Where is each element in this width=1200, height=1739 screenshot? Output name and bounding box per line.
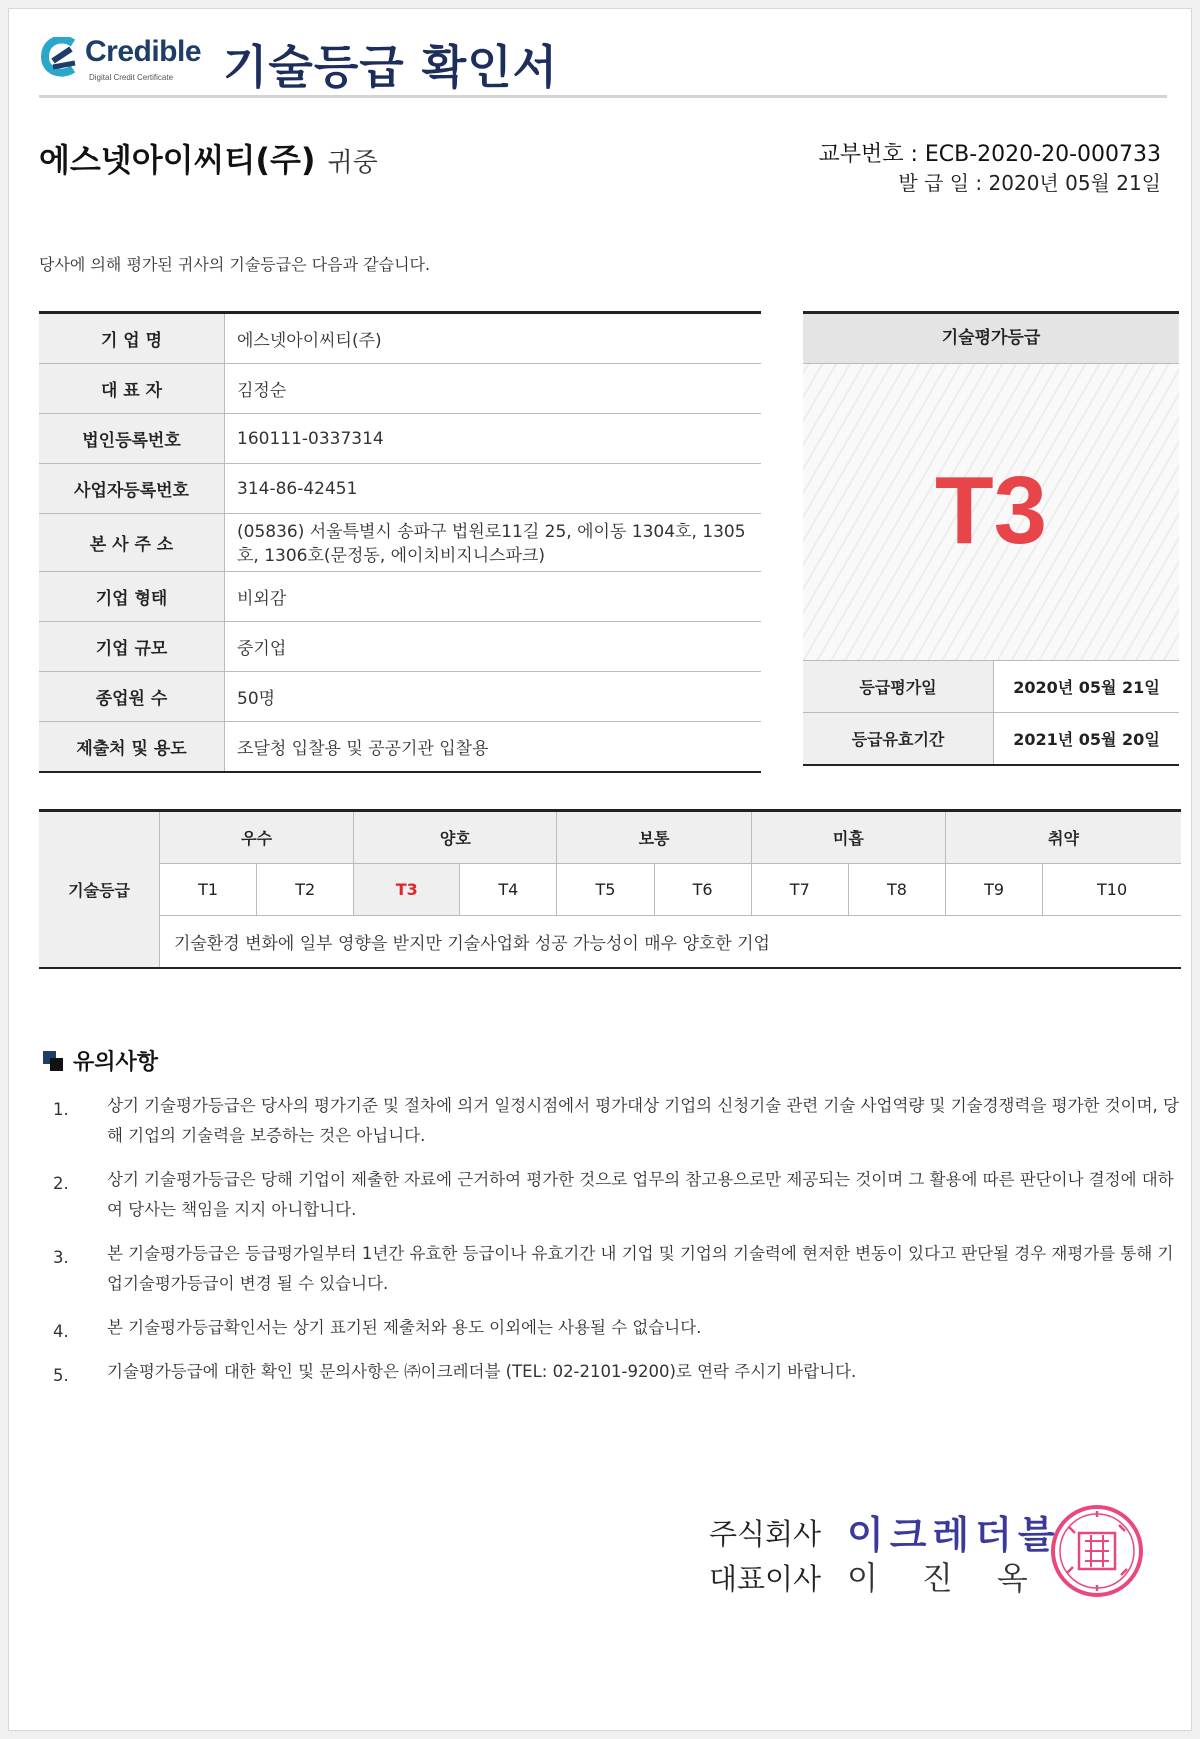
credible-logo [41, 33, 231, 93]
info-value: 160111-0337314 [225, 414, 762, 464]
scale-grade: T1 [160, 864, 257, 916]
note-number: 1. [53, 1100, 69, 1119]
scale-grade: T3 [354, 864, 460, 916]
info-value: 50명 [225, 672, 762, 722]
info-label: 법인등록번호 [39, 414, 225, 464]
info-value: 조달청 입찰용 및 공공기관 입찰용 [237, 739, 489, 759]
scale-category: 미흡 [751, 811, 945, 864]
scale-grade: T5 [557, 864, 654, 916]
note-item [51, 1165, 1179, 1225]
grade-date-row [803, 713, 1179, 765]
notes-heading [43, 1045, 158, 1076]
eval-date-value: 2020년 05월 21일 [994, 661, 1180, 713]
info-value: 비외감 [225, 572, 762, 622]
square-bullet-icon [43, 1051, 63, 1071]
note-number: 2. [53, 1174, 69, 1193]
info-row [39, 514, 761, 572]
note-number: 3. [53, 1248, 69, 1267]
info-row [39, 672, 761, 722]
info-label: 종업원 수 [39, 672, 225, 722]
grade-scale-table [39, 809, 1181, 969]
company-seal-stamp [1049, 1503, 1145, 1599]
issue-date: 발 급 일 : 2020년 05월 21일 [898, 171, 1161, 195]
info-value: 에스넷아이씨티(주) [225, 313, 762, 364]
signature-company-name: 이크레더블 [847, 1513, 1061, 1557]
company-info-table [39, 311, 761, 773]
info-row [39, 622, 761, 672]
info-row [39, 464, 761, 514]
issue-number: 교부번호 : ECB-2020-20-000733 [818, 142, 1161, 167]
info-label: 기 업 명 [39, 313, 225, 364]
note-number: 4. [53, 1322, 69, 1341]
scale-category: 양호 [354, 811, 557, 864]
info-row [39, 313, 761, 364]
scale-category: 취약 [945, 811, 1181, 864]
info-row [39, 572, 761, 622]
header-divider [39, 95, 1167, 98]
scale-category: 우수 [160, 811, 354, 864]
intro-text: 당사에 의해 평가된 귀사의 기술등급은 다음과 같습니다. [39, 255, 431, 274]
note-item [51, 1313, 1179, 1343]
note-text: 본 기술평가등급확인서는 상기 표기된 제출처와 용도 이외에는 사용될 수 없습니다. [107, 1318, 702, 1337]
scale-category-row [39, 811, 1181, 864]
recipient-honorific: 귀중 [327, 148, 378, 178]
signature-ceo-name: 이진옥 [847, 1559, 1072, 1597]
valid-until-value: 2021년 05월 20일 [1013, 730, 1160, 749]
info-value: 314-86-42451 [225, 464, 762, 514]
grade-date-row [803, 661, 1179, 713]
grade-description: 기술환경 변화에 일부 영향을 받지만 기술사업화 성공 가능성이 매우 양호한 기업 [174, 934, 770, 954]
note-item [51, 1239, 1179, 1299]
info-label: 제출처 및 용도 [39, 722, 225, 773]
recipient-company [39, 135, 378, 181]
note-text: 기술평가등급에 대한 확인 및 문의사항은 ㈜이크레더블 (TEL: 02-2101-9200)로 연락 주시기 바랍니다. [107, 1362, 857, 1381]
grade-box [803, 311, 1179, 766]
info-row [39, 722, 761, 773]
info-row [39, 414, 761, 464]
notes-list [51, 1091, 1179, 1401]
signature-company-label: 주식회사 [709, 1517, 822, 1551]
info-value: 중기업 [225, 622, 762, 672]
info-value: (05836) 서울특별시 송파구 법원로11길 25, 에이동 1304호, 1305호, 1306호(문정동, 에이치비지니스파크) [225, 514, 762, 572]
recipient-company-name: 에스넷아이씨티(주) [39, 141, 316, 179]
info-label: 기업 규모 [39, 622, 225, 672]
note-item [51, 1091, 1179, 1151]
scale-grade: T7 [751, 864, 848, 916]
scale-grade: T2 [257, 864, 354, 916]
document-title: 기술등급 확인서 [223, 40, 559, 94]
scale-grade-row [39, 864, 1181, 916]
scale-grade: T4 [460, 864, 557, 916]
scale-grade: T8 [848, 864, 945, 916]
note-text: 상기 기술평가등급은 당해 기업이 제출한 자료에 근거하여 평가한 것으로 업무의 참고용으로만 제공되는 것이며 그 활용에 따른 판단이나 결정에 대하여 당사는 책임을 지지 아니합니다. [107, 1170, 1174, 1219]
info-label: 사업자등록번호 [39, 464, 225, 514]
scale-label: 기술등급 [39, 811, 160, 969]
note-item [51, 1357, 1179, 1387]
info-row [39, 364, 761, 414]
certificate-page [8, 8, 1192, 1731]
scale-grade: T6 [654, 864, 751, 916]
grade-dates-table [803, 661, 1179, 764]
note-text: 상기 기술평가등급은 당사의 평가기준 및 절차에 의거 일정시점에서 평가대상 기업의 신청기술 관련 기술 사업역량 및 기술경쟁력을 평가한 것이며, 당해 기업의 기술력을 보증하는 것은 아닙니다. [107, 1096, 1179, 1145]
brand-tagline: Digital Credit Certificate [89, 73, 174, 82]
note-text: 본 기술평가등급은 등급평가일부터 1년간 유효한 등급이나 유효기간 내 기업 및 기업의 기술력에 현저한 변동이 있다고 판단될 경우 재평가를 통해 기업기술평가등급이 변경 될 수 있습니다. [107, 1244, 1174, 1293]
info-value: 김정순 [225, 364, 762, 414]
scale-description-row [39, 916, 1181, 969]
scale-grade: T10 [1043, 864, 1181, 916]
info-label: 본 사 주 소 [39, 514, 225, 572]
signature-ceo-label: 대표이사 [709, 1562, 822, 1596]
grade-display [803, 364, 1179, 661]
scale-category: 보통 [557, 811, 751, 864]
valid-until-label: 등급유효기간 [803, 713, 994, 765]
eval-date-label: 등급평가일 [803, 661, 994, 713]
note-number: 5. [53, 1366, 69, 1385]
notes-title: 유의사항 [73, 1050, 159, 1075]
grade-box-title: 기술평가등급 [803, 314, 1179, 364]
info-label: 기업 형태 [39, 572, 225, 622]
scale-grade: T9 [945, 864, 1042, 916]
info-label: 대 표 자 [39, 364, 225, 414]
grade-value: T3 [934, 457, 1048, 564]
brand-name: Credible [85, 35, 202, 68]
credible-logo-icon [41, 37, 83, 77]
